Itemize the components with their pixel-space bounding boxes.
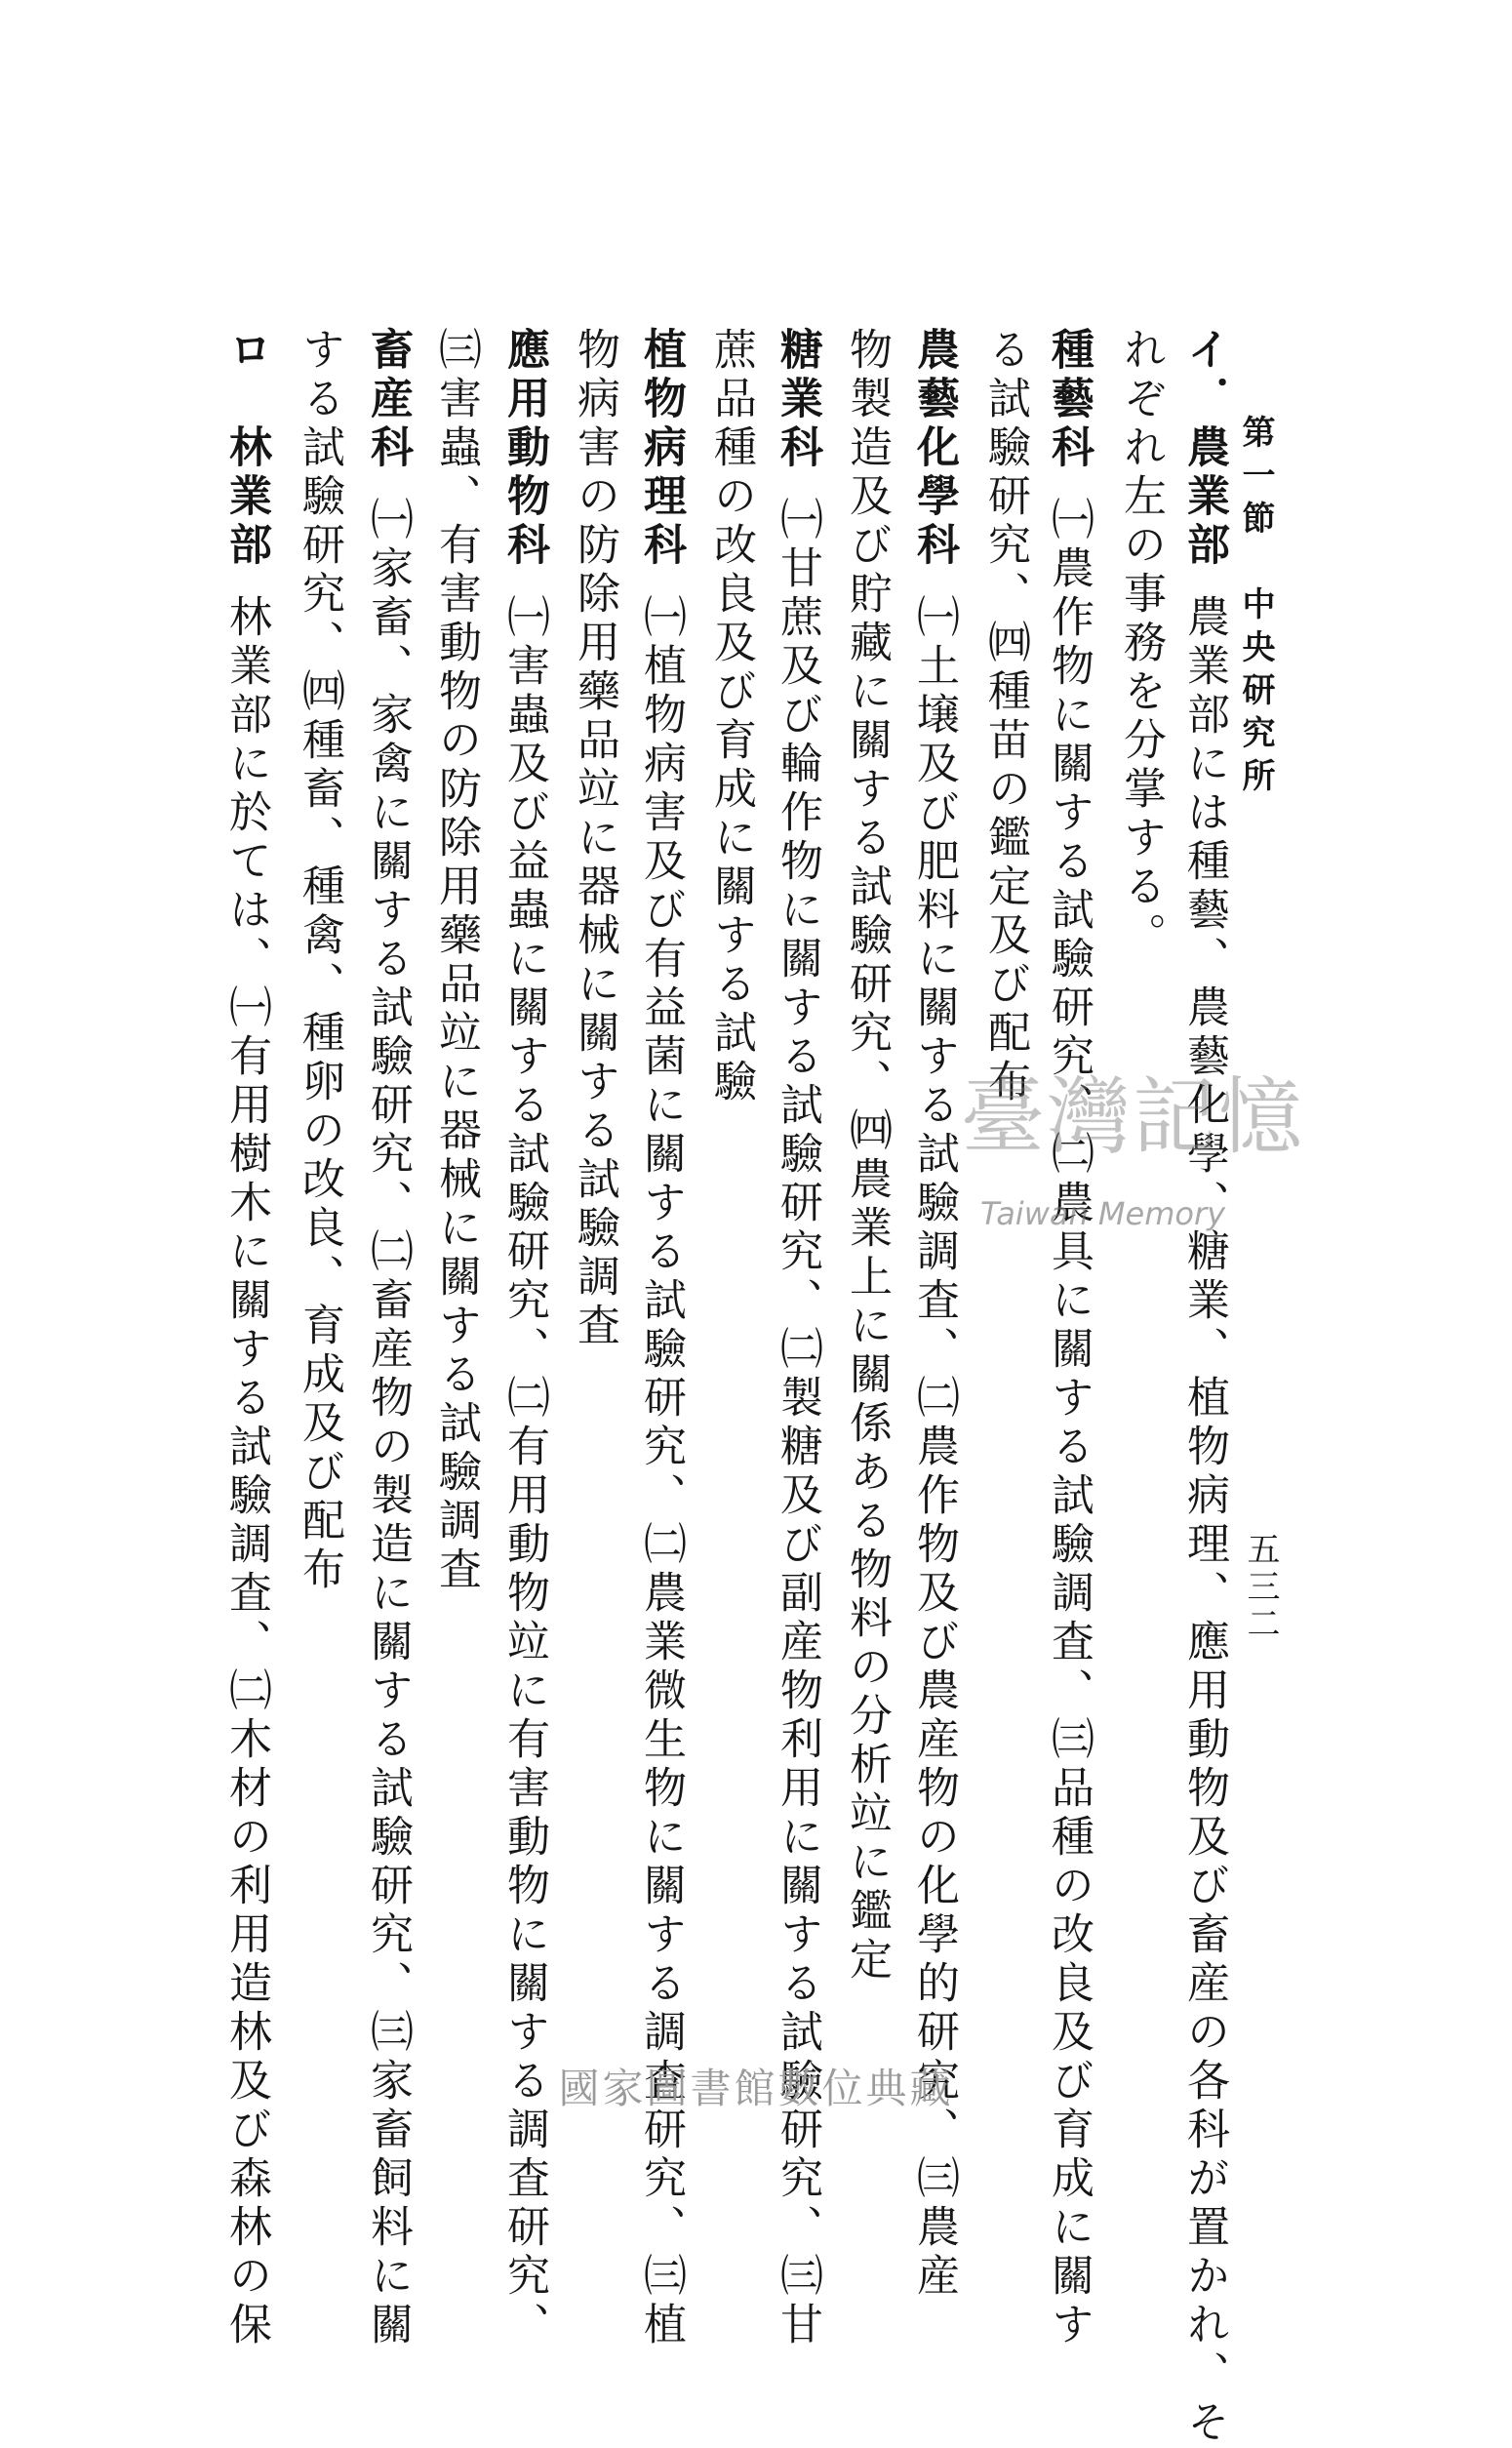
watermark-logo: 臺灣記憶 — [961, 1068, 1304, 1166]
text-column — [1116, 327, 1166, 961]
text-column — [363, 327, 413, 2350]
section-heading: 植物病理科 — [636, 327, 686, 571]
section-heading: ロ 林業部 — [221, 327, 271, 571]
text-column — [1179, 327, 1229, 2448]
text-column — [773, 327, 822, 2350]
text-column — [980, 327, 1030, 1107]
text-column — [636, 327, 686, 2350]
text-column — [221, 327, 271, 2350]
text-column — [570, 327, 619, 1351]
column-text: 蔗品種の改良及び育成に關する試驗 — [706, 327, 756, 1107]
section-heading: 應用動物科 — [499, 327, 549, 571]
text-column — [431, 327, 481, 1595]
page-number: 五三二 — [1241, 1532, 1280, 1643]
watermark — [961, 1049, 1304, 1283]
text-column — [295, 327, 344, 1595]
text-column — [706, 327, 756, 1107]
column-text: れぞれ左の事務を分掌する。 — [1116, 327, 1166, 961]
column-text: ㈠甘蔗及び輪作物に關する試驗研究、㈡製糖及び副産物利用に關する試驗研究、㈢甘 — [773, 497, 822, 2350]
text-column — [499, 327, 549, 2350]
running-head: 第一節 中央研究所 — [1236, 415, 1275, 801]
text-column — [1044, 327, 1094, 2350]
section-heading: イ．農業部 — [1179, 327, 1229, 571]
column-text: 物病害の防除用藥品竝に器械に關する試驗調査 — [570, 327, 619, 1351]
section-heading: 糖業科 — [773, 327, 822, 473]
column-text: る試驗研究、㈣種苗の鑑定及び配布 — [980, 327, 1030, 1107]
text-column — [842, 327, 892, 1986]
column-text: ㈠害蟲及び益蟲に關する試驗研究、㈡有用動物竝に有害動物に關する調査研究、 — [499, 594, 549, 2350]
column-text: ㈠土壌及び肥料に關する試驗調査、㈡農作物及び農産物の化學的研究、㈢農産 — [909, 594, 959, 2302]
column-text: ㈠植物病害及び有益菌に關する試驗研究、㈡農業微生物に關する調査研究、㈢植 — [636, 594, 686, 2350]
column-text: ㈢害蟲、有害動物の防除用藥品竝に器械に關する試驗調査 — [431, 327, 481, 1595]
watermark-caption: Taiwan Memory — [980, 1195, 1226, 1232]
section-heading: 畜産科 — [363, 327, 413, 473]
column-text: 農業部には種藝、農藝化學、糖業、植物病理、應用動物及び畜産の各科が置かれ、そ — [1179, 594, 1229, 2448]
column-text: 林業部に於ては、㈠有用樹木に關する試驗調査、㈡木材の利用造林及び森林の保 — [221, 594, 271, 2350]
text-column — [909, 327, 959, 2302]
footer-credit: 國家圖書館數位典藏 — [558, 2065, 954, 2112]
column-text: ㈠農作物に關する試驗研究、㈡農具に關する試驗調査、㈢品種の改良及び育成に關す — [1044, 497, 1094, 2350]
column-text: する試驗研究、㈣種畜、種禽、種卵の改良、育成及び配布 — [295, 327, 344, 1595]
column-text: 物製造及び貯藏に關する試驗研究、㈣農業上に關係ある物料の分析竝に鑑定 — [842, 327, 892, 1986]
section-heading: 農藝化學科 — [909, 327, 959, 571]
section-heading: 種藝科 — [1044, 327, 1094, 473]
column-text: ㈠家畜、家禽に關する試驗研究、㈡畜産物の製造に關する試驗研究、㈢家畜飼料に關 — [363, 497, 413, 2350]
